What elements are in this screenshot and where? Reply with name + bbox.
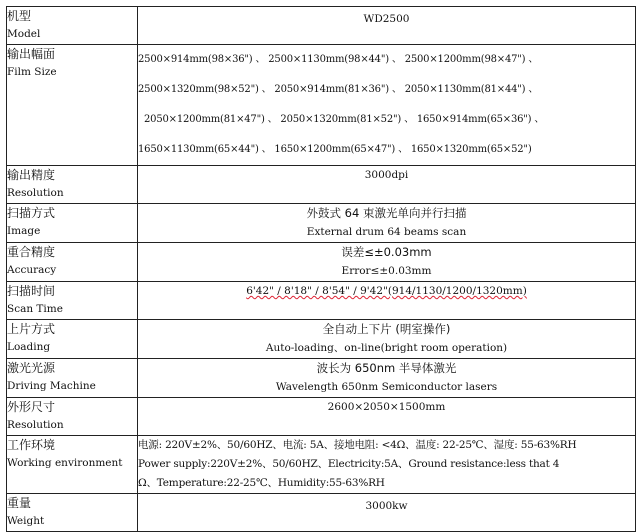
row-value — [138, 282, 636, 320]
weight-value: 3000kw — [365, 500, 408, 512]
spec-row-loading — [7, 320, 636, 359]
row-label — [7, 7, 138, 45]
spec-row-environment — [7, 436, 636, 494]
row-value — [138, 494, 636, 532]
row-value — [138, 398, 636, 436]
label-zh: 输出幅面 — [7, 47, 56, 61]
row-label — [7, 204, 138, 243]
value-zh: 波长为 650nm 半导体激光 — [316, 361, 457, 375]
row-value — [138, 45, 636, 166]
row-value — [138, 7, 636, 45]
model-value: WD2500 — [363, 13, 410, 25]
resolution-value: 3000dpi — [364, 169, 409, 181]
label-zh: 输出精度 — [7, 168, 56, 182]
label-en: Driving Machine — [7, 380, 96, 392]
label-zh: 扫描方式 — [7, 206, 56, 220]
spec-row-scan-time — [7, 282, 636, 320]
label-zh: 机型 — [7, 9, 32, 23]
label-en: Loading — [7, 341, 51, 353]
label-zh: 重合精度 — [7, 245, 56, 259]
row-label — [7, 359, 138, 398]
label-en: Scan Time — [7, 303, 63, 315]
value-en: Error≤±0.03mm — [341, 265, 432, 277]
value-en: External drum 64 beams scan — [306, 226, 467, 238]
label-en: Resolution — [7, 187, 64, 199]
label-zh: 重量 — [7, 496, 32, 510]
spec-row-accuracy — [7, 243, 636, 282]
row-value — [138, 166, 636, 204]
row-label — [7, 436, 138, 494]
row-label — [7, 282, 138, 320]
spec-row-laser — [7, 359, 636, 398]
spec-row-dimensions — [7, 398, 636, 436]
spec-table — [6, 6, 636, 532]
label-en: Model — [7, 28, 41, 40]
label-en: Accuracy — [7, 264, 57, 276]
label-en: Film Size — [7, 66, 57, 78]
label-en: Weight — [7, 515, 45, 527]
row-value — [138, 359, 636, 398]
row-label — [7, 243, 138, 282]
value-zh: 全自动上下片 (明室操作) — [322, 322, 451, 336]
value-en: Wavelength 650nm Semiconductor lasers — [275, 381, 498, 393]
environment-line: Power supply:220V±2%、50/60HZ、Electricity:5A、Ground resistance:less that 4 — [138, 458, 560, 470]
label-en: Working environment — [7, 457, 123, 469]
environment-line: Ω、Temperature:22-25℃、Humidity:55-63%RH — [138, 477, 385, 489]
row-value — [138, 436, 636, 494]
spec-row-resolution — [7, 166, 636, 204]
row-label — [7, 45, 138, 166]
label-en: Resolution — [7, 419, 64, 431]
film-size-line: 2050×1200mm(81×47") 、 2050×1320mm(81×52") 、 1650×914mm(65×36") 、 — [144, 114, 545, 125]
row-value — [138, 204, 636, 243]
value-zh: 外鼓式 64 束激光单向并行扫描 — [306, 206, 467, 220]
film-size-line: 1650×1130mm(65×44") 、 1650×1200mm(65×47") 、 1650×1320mm(65×52") — [138, 144, 532, 155]
label-zh: 外形尺寸 — [7, 400, 56, 414]
label-zh: 扫描时间 — [7, 284, 56, 298]
spec-row-weight — [7, 494, 636, 532]
row-value — [138, 243, 636, 282]
label-zh: 激光光源 — [7, 361, 56, 375]
label-zh: 上片方式 — [7, 322, 56, 336]
row-value — [138, 320, 636, 359]
film-size-line: 2500×914mm(98×36") 、 2500×1130mm(98×44") 、 2500×1200mm(98×47") 、 — [138, 54, 539, 65]
scan-time-value: 6'42" / 8'18" / 8'54" / 9'42"(914/1130/1200/1320mm) — [246, 285, 527, 297]
film-size-line: 2500×1320mm(98×52") 、 2050×914mm(81×36") 、 2050×1130mm(81×44") 、 — [138, 84, 539, 95]
label-en: Image — [7, 225, 41, 237]
spec-row-film-size — [7, 45, 636, 166]
value-zh: 误差≤±0.03mm — [341, 245, 432, 259]
value-en: Auto-loading、on-line(bright room operation) — [265, 342, 508, 354]
row-label — [7, 320, 138, 359]
spec-row-image — [7, 204, 636, 243]
row-label — [7, 398, 138, 436]
dimensions-value: 2600×2050×1500mm — [327, 401, 446, 413]
environment-line: 电源: 220V±2%、50/60HZ、电流: 5A、接地电阻: <4Ω、温度: 22-25℃、湿度: 55-63%RH — [138, 439, 577, 451]
label-zh: 工作环境 — [7, 438, 56, 452]
row-label — [7, 494, 138, 532]
spec-row-model — [7, 7, 636, 45]
row-label — [7, 166, 138, 204]
